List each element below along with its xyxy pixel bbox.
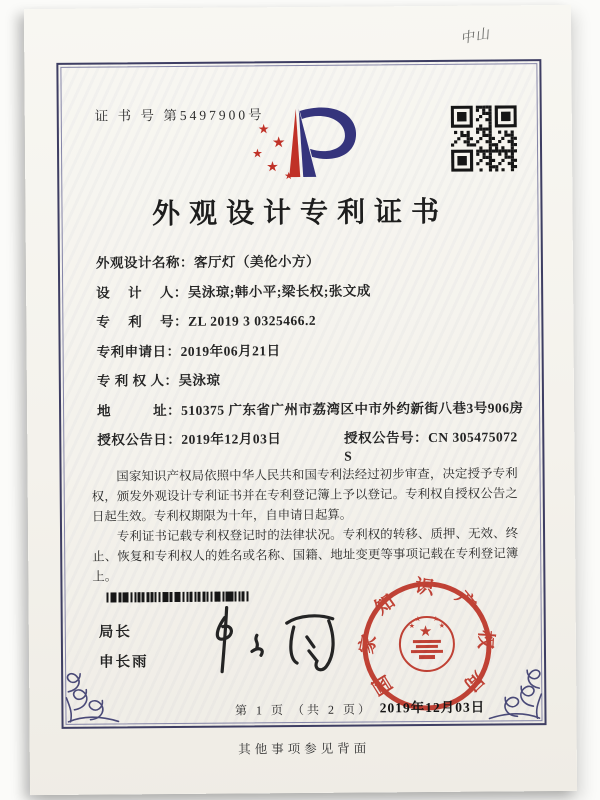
logo-star-4: ★ [266, 160, 279, 176]
legal-paragraph-1: 国家知识产权局依照中华人民共和国专利法经过初步审查，决定授予专利权，颁发外观设计专利证书并在专利登记簿上予以登记。专利权自授权公告之日起生效。专利权期限为十年，自申请日起算。 [91, 466, 518, 524]
seal-date: 2019年12月03日 [379, 699, 486, 716]
signer-name: 申长雨 [98, 654, 149, 671]
page-number: 第 1 页 （共 2 页） [234, 702, 373, 718]
legal-text [92, 463, 519, 587]
field-design-name: 外观设计名称：客厅灯（美伦小方） [95, 253, 320, 271]
legal-paragraph-2: 专利证书记载专利权登记时的法律状况。专利权的转移、质押、无效、终止、恢复和专利权人的姓名或名称、国籍、地址变更等事项记载在专利登记簿上。 [92, 526, 519, 585]
svg-text:★: ★ [418, 623, 433, 641]
qr-code [451, 105, 518, 172]
field-designers: 设 计 人：吴泳琼;韩小平;梁长权;张文成 [96, 282, 371, 301]
svg-text:★: ★ [438, 621, 446, 630]
cnipa-logo-icon [236, 98, 367, 185]
certificate-number: 证 书 号 第5497900号 [94, 107, 265, 124]
svg-text:★: ★ [432, 614, 440, 623]
field-filing-date: 专利申请日：2019年06月21日 [96, 342, 281, 360]
certificate-fields [96, 251, 528, 479]
certificate-border-frame [56, 59, 546, 729]
signer-title: 局长 [98, 624, 132, 641]
field-patentee: 专 利 权 人：吴泳琼 [96, 372, 221, 389]
certificate-title: 外观设计专利证书 [151, 196, 449, 231]
national-emblem [400, 615, 454, 671]
certificate-paper [24, 5, 577, 795]
field-patent-number: 专 利 号：ZL 2019 3 0325466.2 [96, 312, 317, 330]
grant-date: 授权公告日：2019年12月03日 [97, 431, 282, 448]
grant-number: 授权公告号：CN 305475072 S [344, 429, 518, 464]
handwritten-pen-mark: 中山 [459, 26, 492, 48]
back-side-note: 其他事项参见背面 [238, 741, 371, 757]
logo-star-1: ★ [257, 121, 270, 137]
svg-text:★: ★ [414, 615, 422, 624]
field-grant-announcement [97, 428, 527, 467]
field-address: 地 址：510375 广东省广州市荔湾区中市外约新街八巷3号906房 [97, 399, 524, 419]
logo-star-5: ★ [284, 171, 294, 183]
svg-text:★: ★ [408, 622, 416, 631]
svg-text:国家知识产权局: 国家知识产权局 [356, 576, 497, 709]
director-signature [191, 601, 352, 682]
logo-star-3: ★ [252, 146, 263, 161]
logo-star-2: ★ [271, 135, 286, 152]
